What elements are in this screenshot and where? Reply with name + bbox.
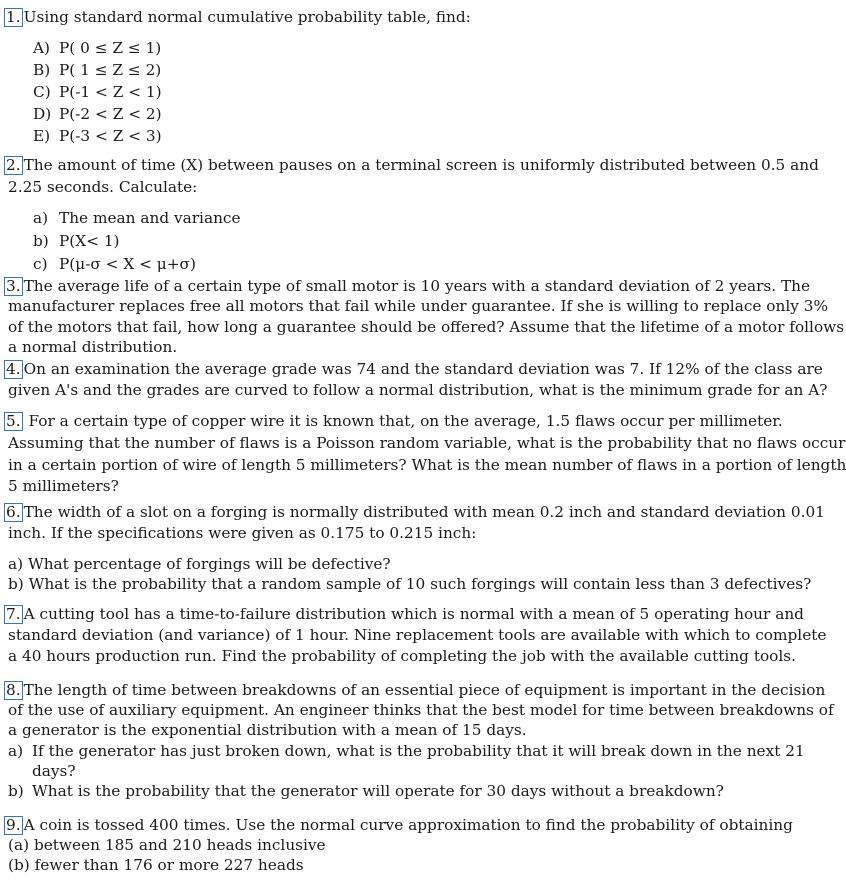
- question-2-part-a: a) The mean and variance: [33, 209, 241, 227]
- question-7-line-3: a 40 hours production run. Find the probability of completing the job with the available cutting tools.: [8, 647, 796, 665]
- question-2-number: 2.: [6, 156, 21, 174]
- question-5-line-3: in a certain portion of wire of length 5 millimeters? What is the mean number of flaws in a portion of length: [8, 456, 846, 474]
- question-6-line-1: 6. The width of a slot on a forging is normally distributed with mean 0.2 inch and standard deviation 0.01: [6, 503, 825, 521]
- question-7-line-1: 7. A cutting tool has a time-to-failure distribution which is normal with a mean of 5 operating hour and: [6, 605, 804, 623]
- question-1-part-c: C) P(-1 < Z < 1): [33, 83, 162, 101]
- question-8-line-2: of the use of auxiliary equipment. An engineer thinks that the best model for time between breakdowns of: [8, 701, 834, 719]
- question-5-line-2: Assuming that the number of flaws is a Poisson random variable, what is the probability that no flaws occur: [8, 434, 846, 452]
- question-1-text: Using standard normal cumulative probability table, find:: [23, 8, 471, 26]
- question-1-intro: [4, 7, 471, 27]
- question-2-line-2: 2.25 seconds. Calculate:: [8, 178, 198, 196]
- question-3-line-4: a normal distribution.: [8, 338, 178, 356]
- question-1-part-e: E) P(-3 < Z < 3): [33, 127, 162, 145]
- question-5-number: 5.: [6, 412, 21, 430]
- question-4-line-2: given A's and the grades are curved to follow a normal distribution, what is the minimum grade for an A?: [8, 381, 828, 399]
- question-6-part-a: a) What percentage of forgings will be defective?: [8, 555, 391, 573]
- question-9-line-1: 9. A coin is tossed 400 times. Use the normal curve approximation to find the probability of obtaining: [6, 816, 793, 834]
- question-5-line-1: 5. For a certain type of copper wire it is known that, on the average, 1.5 flaws occur per millimeter.: [6, 412, 783, 430]
- question-9-part-a: (a) between 185 and 210 heads inclusive: [8, 836, 326, 854]
- question-3-line-3: of the motors that fail, how long a guarantee should be offered? Assume that the lifetime of a motor follows: [8, 318, 845, 336]
- question-4-number: 4.: [6, 360, 21, 378]
- question-3-line-2: manufacturer replaces free all motors that fail while under guarantee. If she is willing to replace only 3%: [8, 297, 829, 315]
- question-1-number: 1.: [6, 8, 21, 26]
- question-8-part-a-line-1: a) If the generator has just broken down, what is the probability that it will break down in the next 21: [8, 742, 805, 760]
- question-1-part-b: B) P( 1 ≤ Z ≤ 2): [33, 61, 162, 79]
- question-7-line-2: standard deviation (and variance) of 1 hour. Nine replacement tools are available with which to complete: [8, 626, 827, 644]
- question-8-line-3: a generator is the exponential distribution with a mean of 15 days.: [8, 721, 527, 739]
- question-8-number: 8.: [6, 681, 21, 699]
- question-9-part-b: (b) fewer than 176 or more 227 heads: [8, 856, 304, 874]
- question-5-line-4: 5 millimeters?: [8, 477, 119, 495]
- question-1-part-a: A) P( 0 ≤ Z ≤ 1): [33, 39, 162, 57]
- question-6-number: 6.: [6, 503, 21, 521]
- question-6-line-2: inch. If the specifications were given as 0.175 to 0.215 inch:: [8, 524, 477, 542]
- question-8-line-1: 8. The length of time between breakdowns of an essential piece of equipment is important in the decision: [6, 681, 826, 699]
- question-3-line-1: 3. The average life of a certain type of small motor is 10 years with a standard deviation of 2 years. The: [6, 277, 811, 295]
- question-2-line-1: 2. The amount of time (X) between pauses on a terminal screen is uniformly distributed between 0.5 and: [6, 156, 819, 174]
- question-2-part-c: c) P(μ-σ < X < μ+σ): [33, 255, 196, 273]
- question-8-part-b: b) What is the probability that the generator will operate for 30 days without a breakdown?: [8, 782, 724, 800]
- question-2-part-b: b) P(X< 1): [33, 232, 120, 250]
- question-8-part-a-line-2: days?: [32, 762, 76, 780]
- question-9-number: 9.: [6, 816, 21, 834]
- question-3-number: 3.: [6, 277, 21, 295]
- question-1-part-d: D) P(-2 < Z < 2): [33, 105, 162, 123]
- question-6-part-b: b) What is the probability that a random sample of 10 such forgings will contain less than 3 defectives?: [8, 575, 812, 593]
- question-4-line-1: 4. On an examination the average grade was 74 and the standard deviation was 7. If 12% of the class are: [6, 360, 823, 378]
- question-7-number: 7.: [6, 605, 21, 623]
